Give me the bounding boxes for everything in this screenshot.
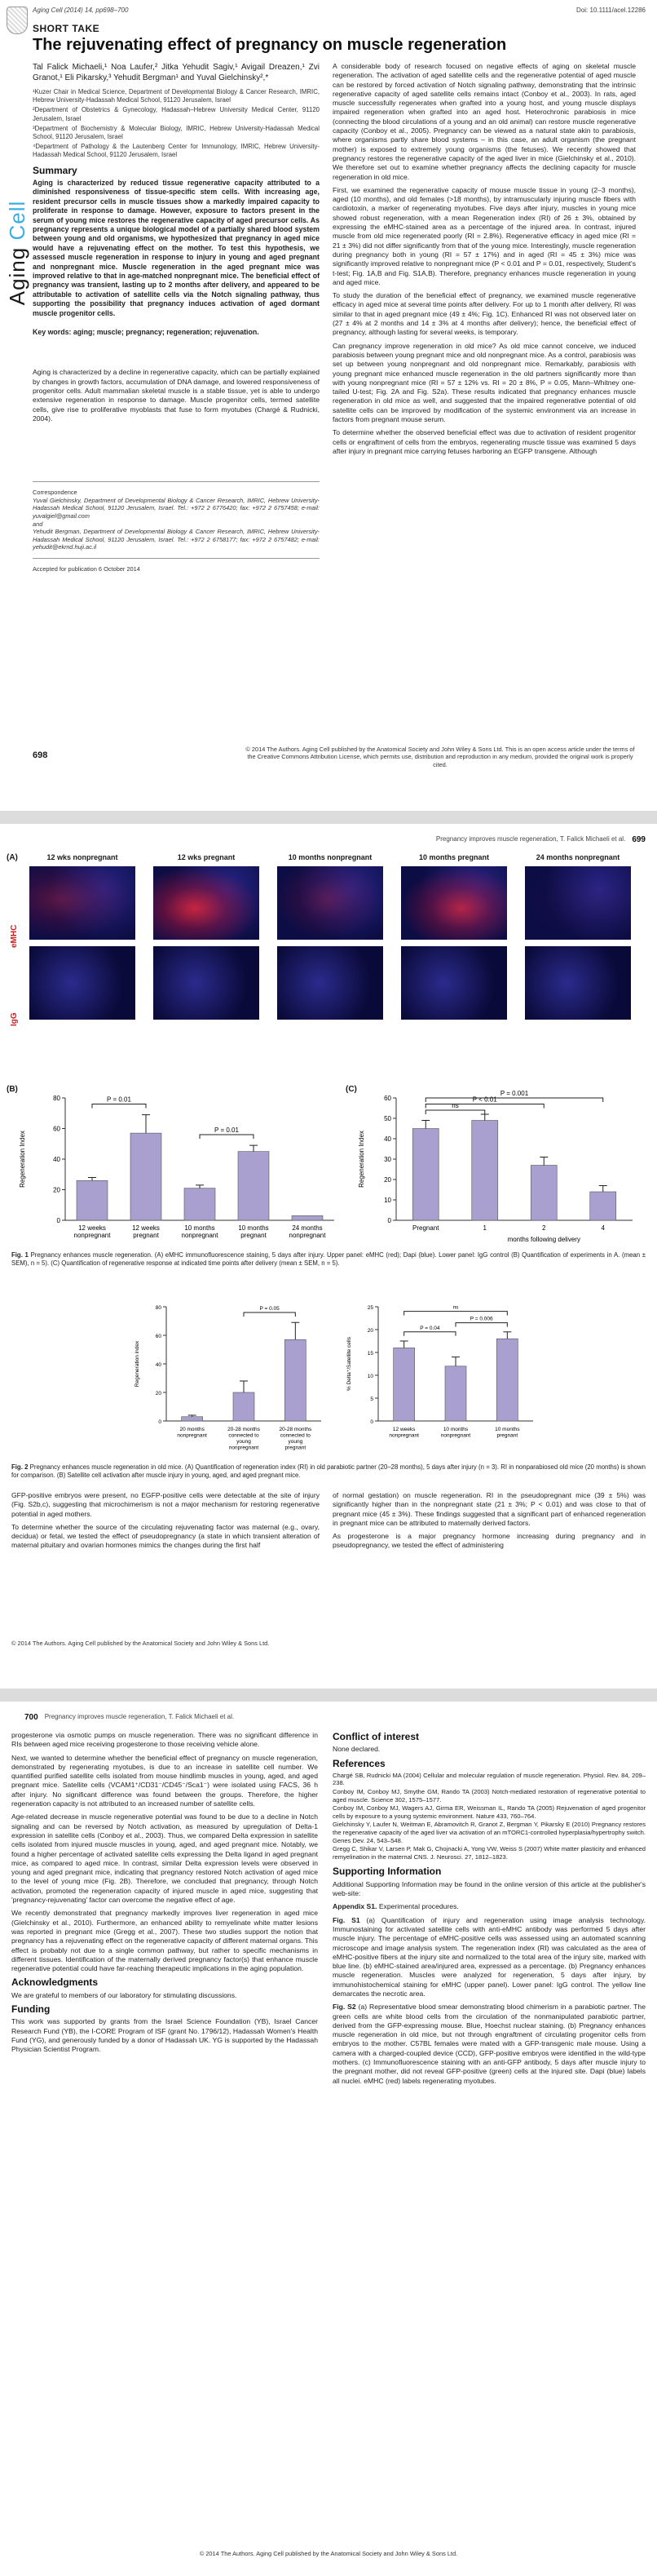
references-heading: References [333, 1757, 386, 1769]
running-header [24, 835, 646, 844]
x-tick-label: Pregnant [412, 1224, 439, 1232]
article-title: The rejuvenating effect of pregnancy on muscle regeneration [33, 36, 507, 54]
paragraph: progesterone via osmotic pumps on muscle regeneration. There was no significant difference in RIs between aged mice receiving progesterone to those receiving vehicle alone. [11, 1731, 318, 1749]
acknowledgments-text: We are grateful to members of our laboratory for stimulating discussions. [11, 1990, 237, 1999]
bar [130, 1133, 161, 1220]
page-number: 698 [33, 750, 48, 760]
micrograph-column-header: 12 wks pregnant [177, 853, 236, 861]
aging-cell-logo: Aging Cell [5, 200, 29, 306]
intro-paragraph: Aging is characterized by a decline in regenerative capacity, which can be partially explained by changes in growth factors, accumulation of DNA damage, and lowered responsiveness of progenitor cells. Adult mammalian skeletal muscle is a stable tissue, yet is able to undergo extensive regeneration in response to damage. Muscle progenitor cells, termed satellite cells, give rise to proliferative myoblasts that fuse to form myotubes (Chargé & Rudnicki, 2004). [33, 368, 320, 423]
bar [77, 1180, 108, 1220]
x-tick-label: young [236, 1439, 251, 1445]
igg-micrograph [277, 946, 383, 1020]
significance-label: P = 0.006 [470, 1316, 493, 1322]
x-tick-label: pregnant [284, 1445, 306, 1451]
x-tick-label: nonpregnant [389, 1432, 419, 1439]
x-tick-label: nonpregnant [289, 1232, 326, 1239]
x-tick-label: 10 months [495, 1427, 520, 1432]
fig-s1-legend [333, 1916, 646, 1999]
igg-micrograph [401, 946, 507, 1020]
funding-text: This work was supported by grants from the Israel Science Foundation (YB), Israel Cancer Research Fund (YB), the I-CORE Program of ISF (grant No. 1796/12), Hadassah Women's Health Fund (YG), and generously funded by a donor of Hadassah UK. YG is supported by the Hadassah Physician Scientist Program. [11, 2017, 318, 2054]
significance-label: P = 0.01 [107, 1095, 131, 1104]
bar [472, 1121, 498, 1221]
y-tick-label: 0 [370, 1419, 373, 1425]
x-tick-label: young [288, 1439, 303, 1445]
appendix-s1-text: Experimental procedures. [378, 1902, 459, 1911]
page-number: 699 [632, 835, 646, 844]
page-698 [0, 0, 657, 811]
summary-text: Aging is characterized by reduced tissue regenerative capacity attributed to a diminished responsiveness of tissue-specific stem cells. With increasing age, resident precursor cells in muscle tissues show a markedly impaired capacity to proliferate in response to damage. However, exposure to factors present in the serum of young mice restores the regenerative capacity of aged precursor cells. As pregnancy represents a unique biological model of a partially shared blood system between young and old organisms, we hypothesized that pregnancy in aged mice would have a rejuvenating effect on the mother. To test this hypothesis, we assessed muscle regeneration in response to injury in young and aged pregnant and nonpregnant mice. Muscle regeneration in the aged pregnant mice was improved relative to that in age-matched nonpregnant mice. The beneficial effect of pregnancy was transient, lasting up to 2 months after delivery, and appeared to be attributable to activation of satellite cells via the Notch signaling pathway, thus supporting the possibility that pregnancy induces activation of aged dormant muscle progenitor cells. [33, 178, 320, 317]
left-column [11, 1731, 318, 2059]
panel-label-c: (C) [346, 1085, 357, 1094]
significance-label: P = 0.04 [420, 1325, 440, 1331]
running-title: Pregnancy improves muscle regeneration, T. Falick Michaeli et al. [44, 1713, 235, 1720]
paragraph: Age-related decrease in muscle regenerative potential was found to be due to a decline in Notch signaling and can be reversed by Notch activation, as measured by upregulation of Delta-1 expression in satellite cells (Conboy et al., 2003). Thus, we compared Delta expression in satellite cells isolated from injured muscle muscles in young, aged, and aged pregnant mice. Notably, we found a higher percentage of activated satellite cells expressing the Delta ligand in aged pregnant mice, as compared to aged mice. In contrast, similar Delta expression levels were observed in young and aged pregnant mice, indicating that pregnancy restored Notch activation of aged mice to the level of young mice (Fig. 2B). Therefore, we concluded that pregnancy, through Notch activation, promoted the regeneration capacity of injured muscle in aged mice, suggesting that 'pregnancy-rejuvenating' factor can overcome the negative effect of age. [11, 1812, 318, 1905]
bar [292, 1215, 323, 1220]
y-tick-label: 10 [367, 1374, 373, 1379]
correspondence-label: Correspondence [33, 489, 77, 497]
bar [238, 1152, 269, 1220]
coi-heading: Conflict of interest [333, 1731, 420, 1742]
x-tick-label: 12 weeks [78, 1224, 106, 1232]
page-700 [0, 1702, 657, 2576]
x-tick-label: 1 [483, 1224, 487, 1232]
fig-s2-legend [333, 2003, 646, 2086]
y-tick-label: 15 [367, 1351, 373, 1357]
micrograph-column-header: 24 months nonpregnant [536, 853, 620, 861]
emhc-micrograph [277, 866, 383, 940]
x-tick-label: 20 months [179, 1427, 205, 1432]
article-type: SHORT TAKE [33, 23, 100, 34]
significance-bracket [404, 1312, 508, 1316]
wiley-seal-icon [7, 7, 28, 34]
x-tick-label: connected to [228, 1432, 259, 1439]
left-column [33, 62, 320, 573]
micrograph-column-header: 10 months pregnant [418, 853, 489, 861]
copyright-footer: © 2014 The Authors. Aging Cell published by the Anatomical Society and John Wiley & Sons Ltd. [11, 1640, 270, 1647]
x-tick-label: pregnant [496, 1432, 518, 1439]
significance-label: P = 0.05 [259, 1306, 280, 1312]
y-tick-label: 0 [387, 1217, 391, 1224]
paragraph: To study the duration of the beneficial effect of pregnancy, we examined muscle regenerative efficacy in aged mice at several time points after delivery. For up to 1 month after delivery, RI was similar to that in aged pregnant mice (49 ± 4%; Fig. 1C). Enhanced RI was not observed later on (27 ± 4% at 2 months and 14 ± 3% at 4 months after delivery); hence, the beneficial effect of pregnancy, although lasting for several weeks, is temporary. [333, 291, 636, 337]
affiliation-4: ⁴Department of Pathology & the Lautenberg Center for Immunology, IMRIC, Hebrew University-Hadassah Medical School, 91120 Jerusalem, Israel [33, 143, 320, 159]
keywords: Key words: aging; muscle; pregnancy; regeneration; rejuvenation. [33, 328, 259, 337]
emhc-micrograph [525, 866, 631, 940]
y-tick-label: 40 [384, 1135, 391, 1143]
author-list: Tal Falick Michaeli,¹ Noa Laufer,² Jitka Yehudit Sagiv,¹ Avigail Dreazen,¹ Zvi Granot,¹ Eli Pikarsky,³ Yehudit Bergman¹ and Yuval Gielchinsky²,* [33, 63, 320, 82]
summary-heading: Summary [33, 164, 77, 176]
bar [531, 1166, 557, 1221]
igg-micrograph [153, 946, 259, 1020]
x-tick-label: 20-28 months [227, 1427, 260, 1432]
bar [496, 1339, 518, 1421]
x-tick-label: 10 months [184, 1224, 215, 1232]
y-tick-label: 40 [155, 1362, 161, 1368]
x-tick-label: 12 weeks [132, 1224, 160, 1232]
right-column [333, 1491, 646, 1555]
panel-label-b: (B) [7, 1085, 18, 1094]
x-tick-label: nonpregnant [181, 1232, 218, 1239]
x-tick-label: nonpregnant [440, 1432, 471, 1439]
y-tick-label: 50 [384, 1115, 391, 1122]
significance-bracket [244, 1312, 295, 1317]
reference-item: Gregg C, Shikar V, Larsen P, Mak G, Chojnacki A, Yong VW, Weiss S (2007) White matter plasticity and enhanced remyelination in the maternal CNS. J. Neurosci. 27, 1812–1823. [333, 1845, 646, 1861]
y-tick-label: 10 [384, 1197, 391, 1204]
x-tick-label: pregnant [240, 1232, 267, 1239]
igg-row-label: IgG [10, 1012, 19, 1026]
bar [182, 1417, 203, 1421]
fig2a-bar-chart [130, 1294, 334, 1457]
fig2-caption-text: Pregnancy enhances muscle regeneration in old mice. (A) Quantification of regeneration index (RI) in old parabiotic partner (20–28 months), 5 days after injury (n = 3). RI in nonparabiosed old mice (20 months) is shown for comparison. (B) Satellite cell activation after muscle injury in young, aged, and aged pregnant mice. [11, 1463, 646, 1479]
correspondence-2: Yehudit Bergman, Department of Developmental Biology & Cancer Research, IMRIC, Hebrew University-Hadassah Medical School, 91120 Jerusalem, Israel. Tel.: +972 2 6758177; fax: +972 2 6757482; e-mail: yehudit@ekmd.huji.ac.il [33, 528, 320, 551]
x-tick-label: 2 [542, 1224, 546, 1232]
y-tick-label: 20 [155, 1391, 161, 1396]
page-699 [0, 824, 657, 1689]
fig-s2-text: (a) Representative blood smear demonstrating blood chimerism in a parabiotic partner. The green cells are white blood cells from the circulation of the nonmanipulated parabiotic partner, derived from the GFP-expressing mouse. Blue, Hoechst nuclear staining. (b) Pregnancy enhances muscle regeneration in old mice, but not through engraftment of circulating progenitor cells from embryos to the mother. C57BL females were mated with a GFP-transgenic male mouse. Using a camera with a charged-coupled device (CCD), GFP-positive embryos were identified in the wild-type mothers. (c) Immunofluorescence staining with an anti-GFP antibody, 5 days after muscle injury to the pregnant mother, did not reveal GFP-positive (green) cells at the injured site. Dapi (blue) labels all nuclei. eMHC (red) labels regenerating myotubes. [333, 2003, 646, 2085]
micrograph-column-header: 10 months nonpregnant [288, 853, 373, 861]
y-tick-label: 20 [53, 1186, 60, 1194]
supporting-info-heading: Supporting Information [333, 1866, 442, 1878]
paragraph: First, we examined the regenerative capacity of mouse muscle tissue in young (2–3 months), aged (10 months), and old females (>18 months), by intramuscularly injuring muscle fibers with cardiotoxin, a marker of regenerating myotubes. Five days after injury, muscles in young mice showed robust regeneration, with a mean Regeneration index (RI) of 26 ± 3%, obtained by expressing the eMHC-stained area as a percentage of the injured area. In contrast, injured muscle from old mice regenerated poorly (RI = 2.8%). Regenerative efficacy in aged mice (RI = 21 ± 3%) did not differ significantly from that of the young mice. Interestingly, muscle regeneration during pregnancy both in young (RI = 57 ± 17%) and in aged (RI = 45 ± 3%) mice was significantly improved relative to nonpregnant mice (P < 0.01 and P = 0.01, respectively, Student's t-test; Fig. 1A,B and Fig. S1A,B). Therefore, pregnancy enhances muscle regeneration in young and aged mice. [333, 185, 636, 286]
bar [284, 1339, 306, 1421]
y-tick-label: 60 [53, 1125, 60, 1133]
paragraph: To determine whether the source of the circulating rejuvenating factor was maternal (e.g., ovary, decidua) or fetal, we tested the effect of pseudopregnancy (a state in which transient alteration of maternal pituitary and ovarian hormones mimics the changes during the first half [11, 1522, 320, 1550]
significance-label: ns [452, 1304, 459, 1311]
appendix-s1-label: Appendix S1. [333, 1902, 377, 1911]
x-tick-label: 12 weeks [392, 1427, 416, 1432]
accepted-date: Accepted for publication 6 October 2014 [33, 564, 140, 573]
appendix-s1 [333, 1902, 646, 1911]
y-tick-label: 30 [384, 1156, 391, 1163]
significance-label: P = 0.01 [214, 1126, 239, 1134]
reference-item: Chargé SB, Rudnicki MA (2004) Cellular and molecular regulation of muscle regeneration. Physiol. Rev. 84, 209–238. [333, 1771, 646, 1787]
x-tick-label: nonpregnant [73, 1232, 111, 1239]
fig-s1-text: (a) Quantification of injury and regeneration using image analysis technology. Immunostaining for activated satellite cells with anti-eMHC antibody was performed 5 days after muscle injury. The percentage of eMHC-positive cells was assessed using an automated scanning microscope and image analysis system. The regeneration index (RI) was calculated as the area of eMHC-positive fibers at the injury site and normalized to the total area of the injury site, marked with blue line. (b) eMHC-stained area/injured area, expressed as a percentage. (b) Pregnancy enhances muscle regeneration. Muscles were analyzed for regeneration, 5 days after injury, by immunohistochemical staining for eMHC (upper panel). Lower panel: IgG control. The yellow line demarcates the necrotic area. [333, 1915, 646, 1998]
paragraph: Next, we wanted to determine whether the beneficial effect of pregnancy on muscle regeneration, demonstrated by regenerating myotubes, is due to an increase in satellite cell number. We quantified purified satellite cells isolated from mouse hindlimb muscles in young, aged, and aged pregnant mice. Satellite cells (VCAM1⁺/CD31⁻/CD45⁻/Sca1⁻) were isolated using FACS, 36 h after injury. No significant difference was found between the groups. Therefore, the higher regeneration capacity is not attributed to an increased number of satellite cells. [11, 1753, 318, 1808]
paragraph: GFP-positive embryos were present, no EGFP-positive cells were detectable at the site of injury (Fig. S2b,c), suggesting that microchimerism is not a major mechanism for restoring regenerative potential in aged mothers. [11, 1491, 320, 1518]
emhc-micrograph [29, 866, 135, 940]
paragraph: As progesterone is a major pregnancy hormone increasing during pregnancy and in pseudopregnancy, we tested the effect of administering [333, 1532, 646, 1550]
funding-heading: Funding [11, 2003, 51, 2016]
bar [445, 1366, 466, 1421]
significance-bracket [426, 1110, 485, 1114]
page-number: 700 [24, 1713, 38, 1722]
y-tick-label: 40 [53, 1156, 60, 1163]
y-axis-label: % Delta⁺/Satellite cells [346, 1337, 352, 1391]
reference-item: Conboy IM, Conboy MJ, Smythe GM, Rando TA (2003) Notch-mediated restoration of regenerative potential to aged muscle. Science 302, 1575–1577. [333, 1788, 646, 1804]
running-header [33, 7, 646, 14]
fig-s1-label: Fig. S1 [333, 1915, 360, 1924]
reference-item: Gielchinsky Y, Laufer N, Weitman E, Abramovitch R, Granot Z, Bergman Y, Pikarsky E (2010) Pregnancy restores the regenerative capacity of the aged liver via activation of an mTORC1-controlled hyperplasia/hypertrophy switch. Genes Dev. 24, 543–548. [333, 1821, 646, 1844]
bar [412, 1129, 439, 1221]
correspondence-and: and [33, 520, 43, 528]
x-tick-label: pregnant [133, 1232, 159, 1239]
fig1b-bar-chart [16, 1087, 342, 1245]
journal-citation: Aging Cell (2014) 14, pp698–700 [33, 7, 129, 14]
significance-bracket [456, 1323, 507, 1327]
bar [184, 1188, 215, 1220]
acknowledgments-heading: Acknowledgments [11, 1976, 99, 1989]
y-axis-label: Regeneration Index [358, 1131, 365, 1188]
left-column [11, 1491, 320, 1555]
y-tick-label: 80 [53, 1095, 60, 1102]
y-axis-label: Regeneration index [134, 1340, 140, 1388]
fig1c-bar-chart [355, 1087, 649, 1245]
igg-micrograph [29, 946, 135, 1020]
running-header [24, 1713, 646, 1722]
fig-s2-label: Fig. S2 [333, 2003, 356, 2012]
significance-bracket [426, 1104, 544, 1109]
micrograph-column-header: 12 wks nonpregnant [46, 853, 118, 861]
paragraph: We recently demonstrated that pregnancy markedly improves liver regeneration in aged mice (Gielchinsky et al., 2010). Furthermore, an enhanced ability to remyelinate white matter lesions was reported in pregnant mice (Gregg et al., 2007). These two studies support the notion that pregnancy has a rejuvenating effect on the regenerative capacity of different maternal organs. This effect is probably not due to a single common pathway, but rather to specific mechanisms in different tissues. Identification of the maternally derived pregnancy factor(s) that enhance muscle regenerative potential could have far-reaching therapeutic implications in the aging population. [11, 1909, 318, 1973]
affiliation-1: ¹Kuzer Chair in Medical Science, Department of Developmental Biology & Cancer Research, IMRIC, Hebrew University-Hadassah Medical School, 91120 Jerusalem, Israel [33, 88, 320, 104]
x-axis-label: months following delivery [507, 1236, 580, 1243]
paragraph: To determine whether the observed beneficial effect was due to activation of resident progenitor cells or engraftment of cells from the embryos, regenerating muscle tissue was examined 5 days after injury in pregnant mice carrying fetuses harboring an EGFP transgene. Although [333, 428, 636, 455]
significance-bracket [92, 1104, 146, 1109]
doi: Doi: 10.1111/acel.12286 [576, 7, 646, 14]
bar [590, 1192, 616, 1220]
fig1-caption-text: Pregnancy enhances muscle regeneration. (A) eMHC immunofluorescence staining, 5 days after injury. Upper panel: eMHC (red); Dapi (blue). Lower panel: IgG control (B) Quantification of experiments in A. (mean ± SEM), n = 5). (C) Quantification of regenerative response at indicated time points after delivery (mean ± SEM, n = 5). [11, 1251, 646, 1267]
x-tick-label: nonpregnant [177, 1432, 207, 1439]
y-tick-label: 80 [155, 1305, 161, 1311]
x-tick-label: connected to [280, 1432, 311, 1439]
emhc-micrograph [401, 866, 507, 940]
right-column [333, 62, 636, 460]
reference-item: Conboy IM, Conboy MJ, Wagers AJ, Girma ER, Weissman IL, Rando TA (2005) Rejuvenation of aged progenitor cells by exposure to a young systemic environment. Nature 433, 760–764. [333, 1804, 646, 1820]
coi-text: None declared. [333, 1745, 381, 1754]
emhc-row-label: eMHC [10, 924, 19, 948]
significance-label: P = 0.001 [500, 1090, 529, 1097]
y-tick-label: 0 [56, 1217, 60, 1224]
significance-label: P < 0.01 [472, 1095, 497, 1104]
copyright-footer: © 2014 The Authors. Aging Cell published by the Anatomical Society and John Wiley & Sons Ltd. [199, 2550, 458, 2557]
copyright-footer: © 2014 The Authors. Aging Cell published by the Anatomical Society and John Wiley & Sons Ltd. This is an open access article under the terms of the Creative Commons Attribution License, which permits use, distribution and reproduction in any medium, provided the original work is properly cited. [245, 746, 635, 768]
affiliation-3: ³Department of Biochemistry & Molecular Biology, IMRIC, Hebrew University-Hadassah Medical School, 91120 Jerusalem, Israel [33, 124, 320, 141]
significance-label: ns [452, 1102, 459, 1109]
affiliation-2: ²Department of Obstetrics & Gynecology, Hadassah–Hebrew University Medical Center, 91120 Jerusalem, Israel [33, 106, 320, 122]
fig1-caption [11, 1251, 646, 1268]
x-tick-label: nonpregnant [228, 1445, 259, 1451]
bar [394, 1348, 415, 1421]
igg-micrograph [525, 946, 631, 1020]
y-tick-label: 0 [158, 1419, 161, 1425]
right-column [333, 1731, 646, 2090]
y-tick-label: 20 [384, 1176, 391, 1184]
y-tick-label: 25 [367, 1305, 373, 1311]
paragraph: Can pregnancy improve regeneration in old mice? As old mice cannot conceive, we induced parabiosis between young pregnant mice and old nonpregnant mice. As a control, parabiosis was set up between young nonpregnant and old nonpregnant mice. Remarkably, parabiosis with young pregnant mice enhanced muscle regeneration in the old partners significantly more than with young nonpregnant mice (RI = 57 ± 12% vs. RI = 20 ± 8%, P = 0.05, Mann–Whitney one-tailed U-test; Fig. 2A and Fig. S2a). These results indicated that pregnancy enhances muscle regeneration in old mice as well, and suggested that the impaired regenerative potential of old satellite cells can be improved by modification of the systemic environment via an increase in factors from pregnant mouse serum. [333, 341, 636, 423]
fig1-caption-label: Fig. 1 [11, 1251, 29, 1259]
running-title: Pregnancy improves muscle regeneration, T. Falick Michaeli et al. [435, 835, 626, 843]
x-tick-label: 10 months [238, 1224, 269, 1232]
bar [233, 1392, 254, 1421]
y-tick-label: 20 [367, 1328, 373, 1334]
emhc-micrograph [153, 866, 259, 940]
y-tick-label: 5 [370, 1396, 373, 1402]
x-tick-label: 4 [601, 1224, 605, 1232]
x-tick-label: 24 months [292, 1224, 323, 1232]
fig2-caption [11, 1463, 646, 1480]
fig2-caption-label: Fig. 2 [11, 1463, 29, 1471]
y-tick-label: 60 [155, 1334, 161, 1339]
panel-label-a: (A) [7, 853, 18, 862]
significance-bracket [200, 1135, 254, 1139]
x-tick-label: 20-28 months [279, 1427, 312, 1432]
y-axis-label: Regeneration Index [19, 1131, 26, 1188]
correspondence-1: Yuval Gielchinsky, Department of Developmental Biology & Cancer Research, IMRIC, Hebrew University-Hadassah Medical School, 91120 Jerusalem, Israel. Tel.: +972 2 6776420; fax: +972 2 6757458; e-mail: yuvalgiel@gmail.com [33, 496, 320, 520]
fig2b-bar-chart [342, 1294, 546, 1457]
x-tick-label: 10 months [443, 1427, 469, 1432]
paragraph: A considerable body of research focused on negative effects of aging on skeletal muscle regeneration. The activation of aged satellite cells and the regenerative potential of aged muscle can be restored by forced activation of Notch signaling pathway, demonstrating that the intrinsic regenerative capacity of aged satellite cells remains intact (Conboy et al., 2003). In rats, aged muscle successfully regenerates when grafted into a young host, and young muscle displays impaired regeneration when grafted into an aged host. Heterochronic parabiosis in mice (connecting the blood circulations of a young and an old animal) can restore muscle regenerative capacity (Conboy et al., 2005). Pregnancy can be viewed as a natural state akin to parabiosis, where organisms partly share blood systems – in this case, an adult organism (the pregnant mother) is exposed to extremely young organisms (the fetuses). We recently showed that pregnancy restores the regenerative capacity of the aged liver in mice (Gielchinsky et al., 2010). We therefore set out to examine whether pregnancy affects the declining capacity for muscle regeneration in old mice. [333, 62, 636, 181]
significance-bracket [404, 1332, 456, 1336]
supporting-info-intro: Additional Supporting Information may be found in the online version of this article at the publisher's web-site: [333, 1879, 646, 1898]
paragraph: of normal gestation) on muscle regeneration. RI in the pseudopregnant mice (39 ± 5%) was significantly higher than in the nonpregnant state (21 ± 3%; P < 0.01) and was close to that of pregnant mice (45 ± 3%). These findings suggested that a significant part of enhanced regeneration in pregnant mice can be attributed to maternally derived factors. [333, 1491, 646, 1527]
y-tick-label: 60 [384, 1095, 391, 1102]
